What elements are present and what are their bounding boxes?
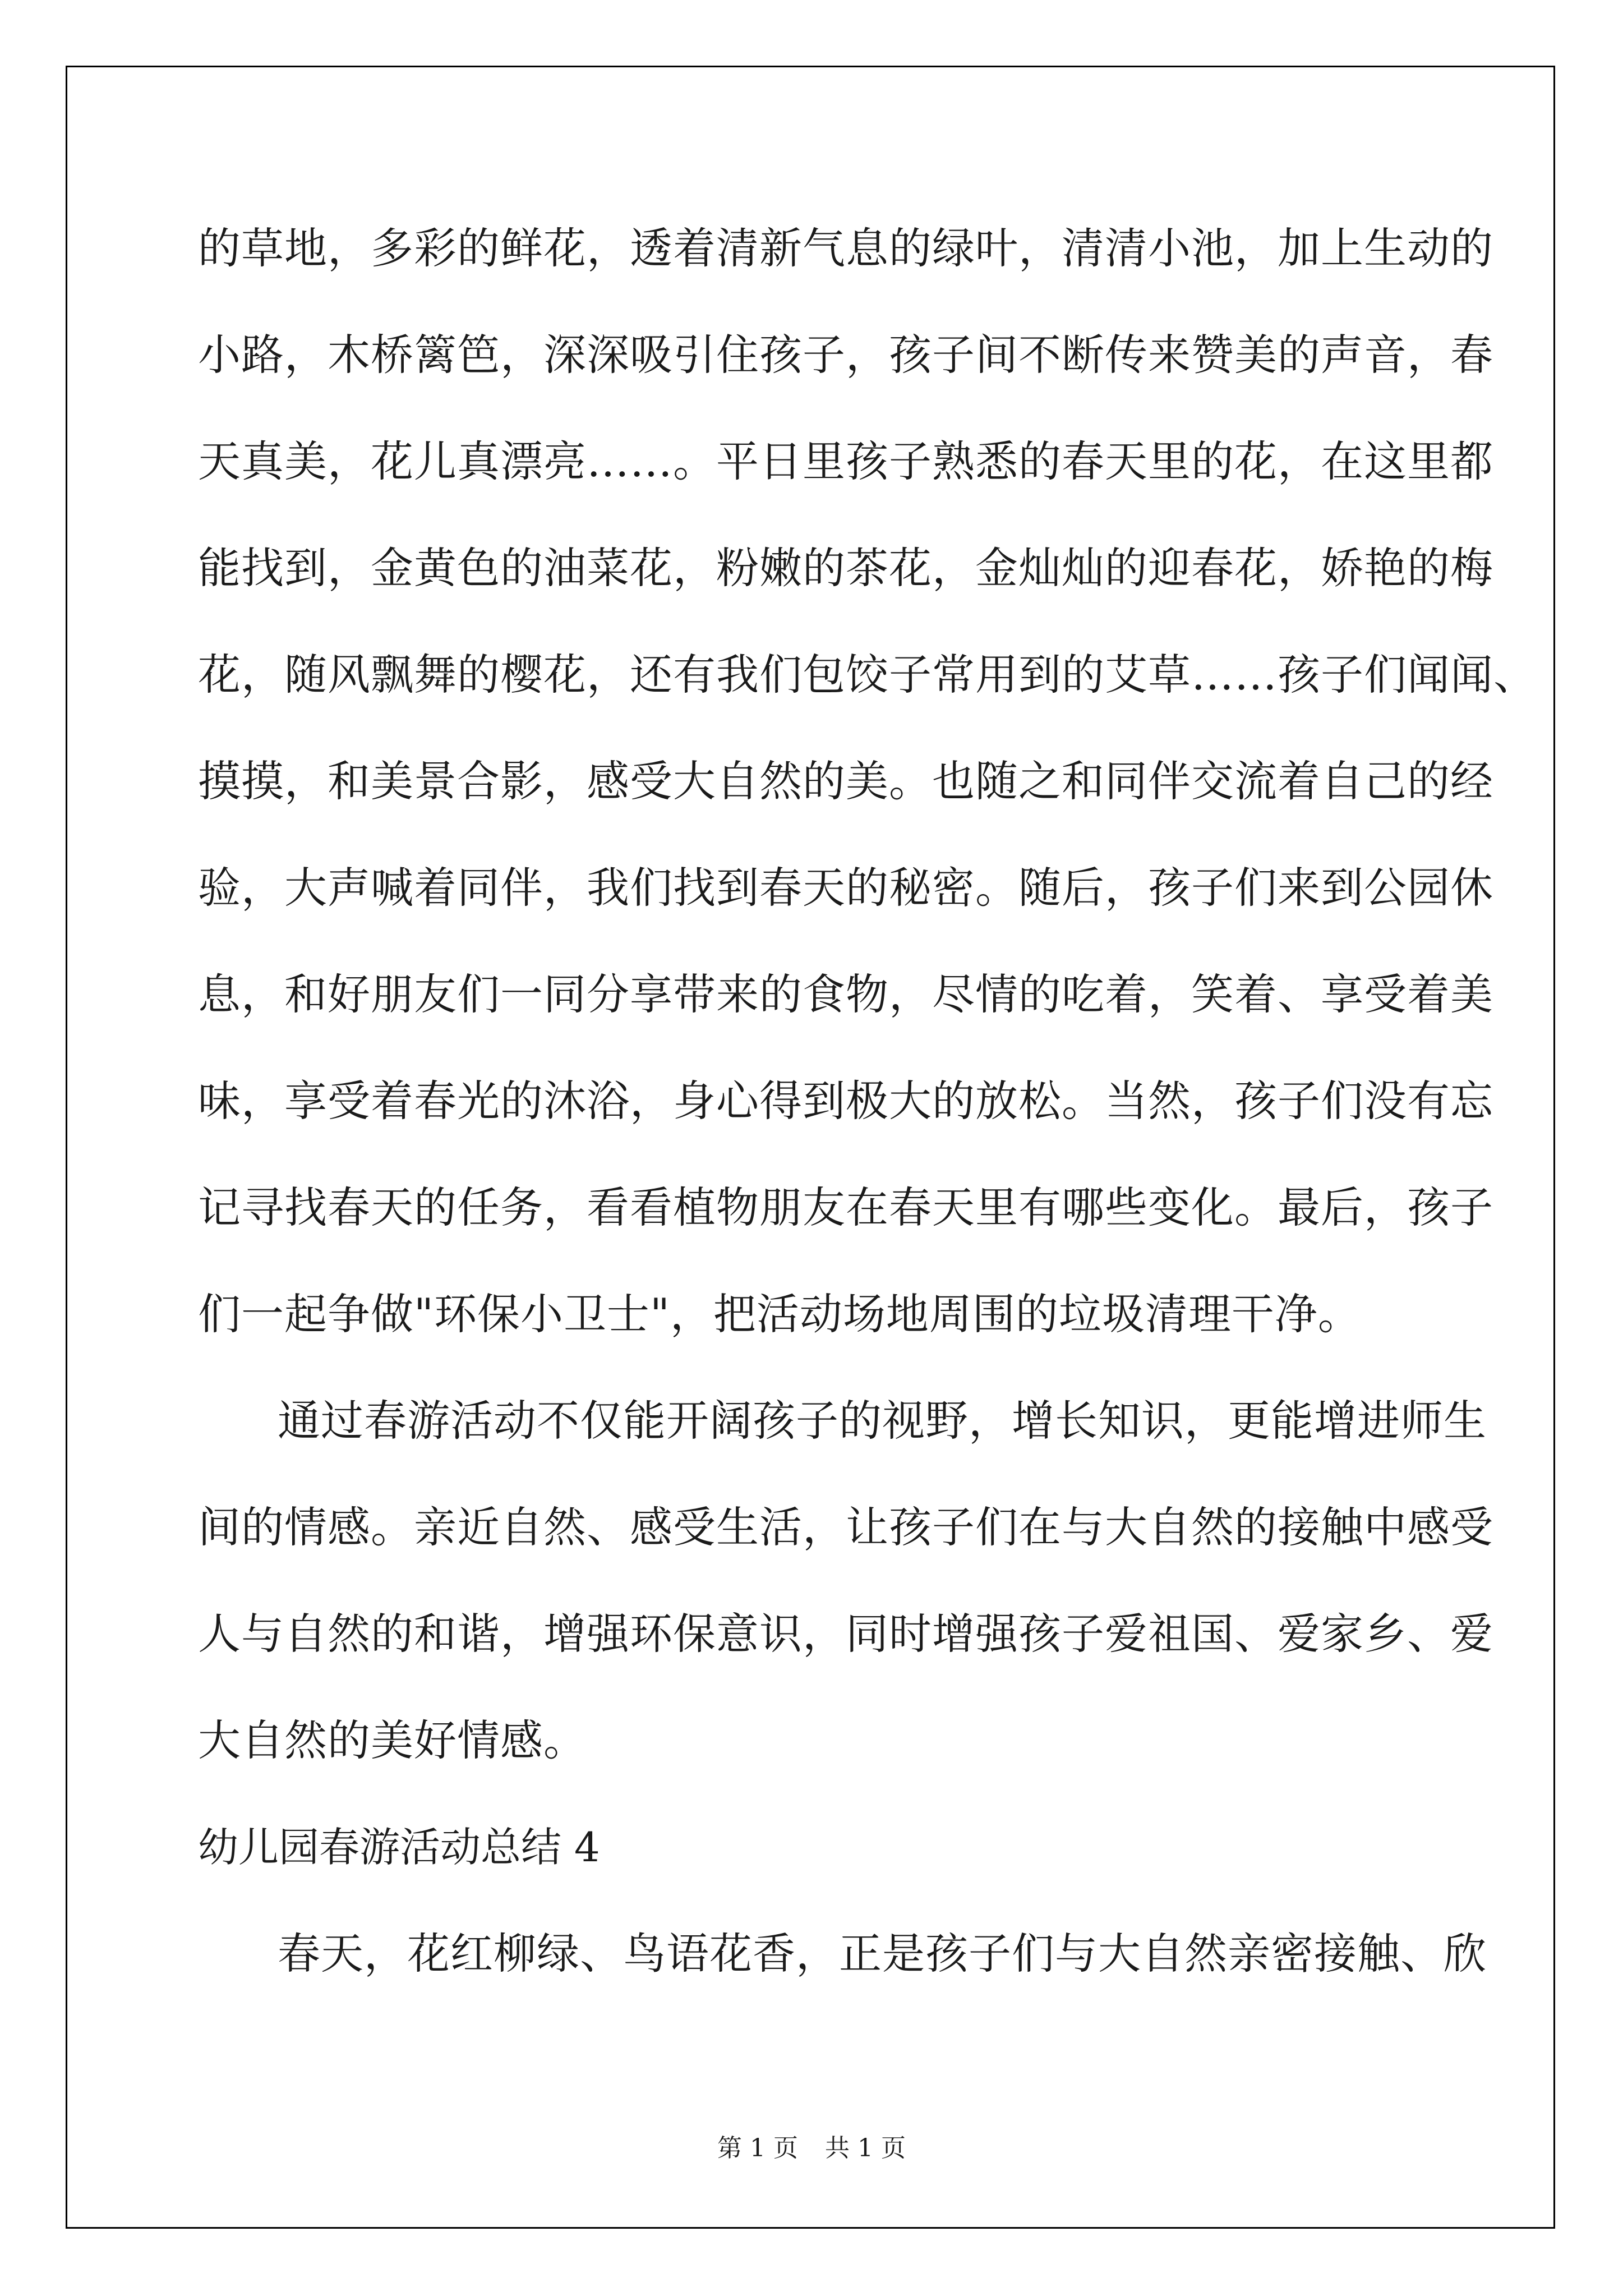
paragraph-1-line-6: 摸摸，和美景合影，感受大自然的美。也随之和同伴交流着自己的经	[198, 756, 1493, 806]
paragraph-1-line-3: 天真美，花儿真漂亮……。平日里孩子熟悉的春天里的花，在这里都	[198, 436, 1493, 486]
paragraph-2-line-4: 大自然的美好情感。	[198, 1715, 587, 1765]
paragraph-1-line-11: 们一起争做"环保小卫士"，把活动场地周围的垃圾清理干净。	[198, 1289, 1361, 1339]
paragraph-2-line-2: 间的情感。亲近自然、感受生活，让孩子们在与大自然的接触中感受	[198, 1502, 1493, 1552]
paragraph-2-line-3: 人与自然的和谐，增强环保意识，同时增强孩子爱祖国、爱家乡、爱	[198, 1609, 1493, 1659]
page-frame	[66, 66, 1555, 2229]
paragraph-1-line-2: 小路，木桥篱笆，深深吸引住孩子，孩子间不断传来赞美的声音，春	[198, 330, 1493, 380]
page-footer	[0, 2132, 1623, 2165]
paragraph-1-line-9: 味，享受着春光的沐浴，身心得到极大的放松。当然，孩子们没有忘	[198, 1076, 1493, 1126]
page-total: 共 1 页	[825, 2134, 906, 2162]
paragraph-1-line-10: 记寻找春天的任务，看看植物朋友在春天里有哪些变化。最后，孩子	[198, 1182, 1493, 1232]
paragraph-1-line-7: 验，大声喊着同伴，我们找到春天的秘密。随后，孩子们来到公园休	[198, 863, 1493, 913]
paragraph-1-line-8: 息，和好朋友们一同分享带来的食物，尽情的吃着，笑着、享受着美	[198, 969, 1493, 1019]
paragraph-2-line-1: 通过春游活动不仅能开阔孩子的视野，增长知识，更能增进师生	[278, 1396, 1487, 1446]
page-number: 第 1 页	[717, 2134, 798, 2162]
paragraph-3-line-1: 春天，花红柳绿、鸟语花香，正是孩子们与大自然亲密接触、欣	[278, 1929, 1487, 1978]
section-heading: 幼儿园春游活动总结 4	[198, 1824, 600, 1871]
paragraph-1-line-1: 的草地，多彩的鲜花，透着清新气息的绿叶，清清小池，加上生动的	[198, 223, 1493, 273]
paragraph-1-line-5: 花，随风飘舞的樱花，还有我们包饺子常用到的艾草……孩子们闻闻、	[198, 650, 1537, 700]
paragraph-1-line-4: 能找到，金黄色的油菜花，粉嫩的茶花，金灿灿的迎春花，娇艳的梅	[198, 543, 1493, 593]
